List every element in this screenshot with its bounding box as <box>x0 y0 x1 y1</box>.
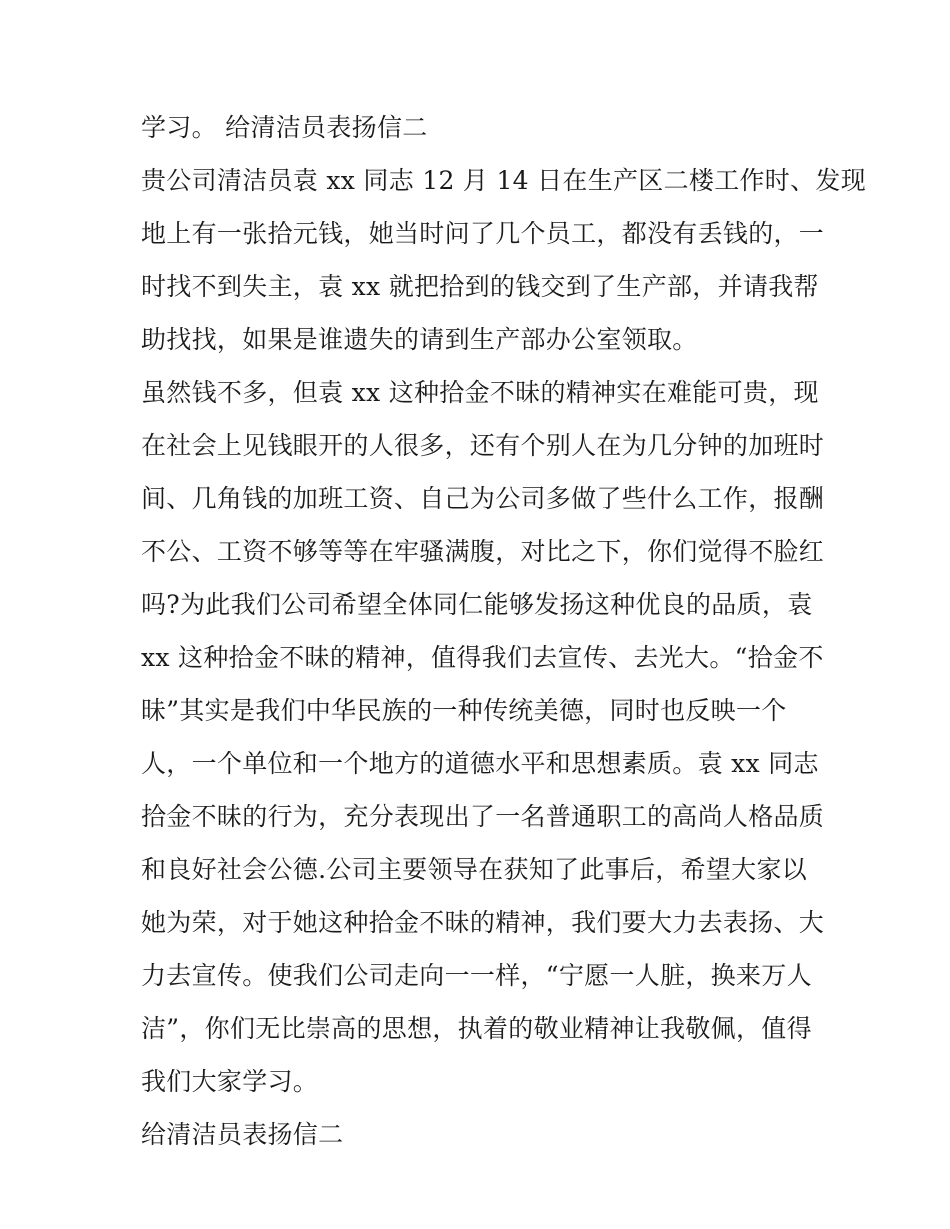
text-line: 学习。 给清洁员表扬信二 <box>141 113 428 142</box>
text-line: 贵公司清洁员袁 xx 同志 12 月 14 日在生产区二楼工作时、发现 <box>141 166 867 195</box>
text-line: 拾金不昧的行为，充分表现出了一名普通职工的高尚人格品质 <box>141 802 825 831</box>
text-line: 吗?为此我们公司希望全体同仁能够发扬这种优良的品质，袁 <box>141 590 813 619</box>
text-line: 给清洁员表扬信二 <box>141 1120 344 1149</box>
text-line: 助找找，如果是谁遗失的请到生产部办公室领取。 <box>141 325 698 354</box>
text-line: 时找不到失主，袁 xx 就把拾到的钱交到了生产部，并请我帮 <box>141 272 819 301</box>
text-line: 人，一个单位和一个地方的道德水平和思想素质。袁 xx 同志 <box>141 749 819 778</box>
text-line: 地上有一张拾元钱，她当时问了几个员工，都没有丢钱的，一 <box>141 219 825 248</box>
text-line: 间、几角钱的加班工资、自己为公司多做了些什么工作，报酬 <box>141 484 825 513</box>
text-line: 在社会上见钱眼开的人很多，还有个别人在为几分钟的加班时 <box>141 431 825 460</box>
text-line: 昧”其实是我们中华民族的一种传统美德，同时也反映一个 <box>141 696 787 725</box>
text-line: 不公、工资不够等等在牢骚满腹，对比之下，你们觉得不脸红 <box>141 537 825 566</box>
text-line: xx 这种拾金不昧的精神，值得我们去宣传、去光大。“拾金不 <box>141 643 824 672</box>
text-line: 洁”，你们无比崇高的思想，执着的敬业精神让我敬佩，值得 <box>141 1014 812 1043</box>
text-line: 力去宣传。使我们公司走向一一样，“宁愿一人脏，换来万人 <box>141 961 812 990</box>
text-line: 和良好社会公德.公司主要领导在获知了此事后，希望大家以 <box>141 855 808 884</box>
text-line: 虽然钱不多，但袁 xx 这种拾金不昧的精神实在难能可贵，现 <box>141 378 819 407</box>
text-line: 我们大家学习。 <box>141 1067 319 1096</box>
text-line: 她为荣，对于她这种拾金不昧的精神，我们要大力去表扬、大 <box>141 908 825 937</box>
